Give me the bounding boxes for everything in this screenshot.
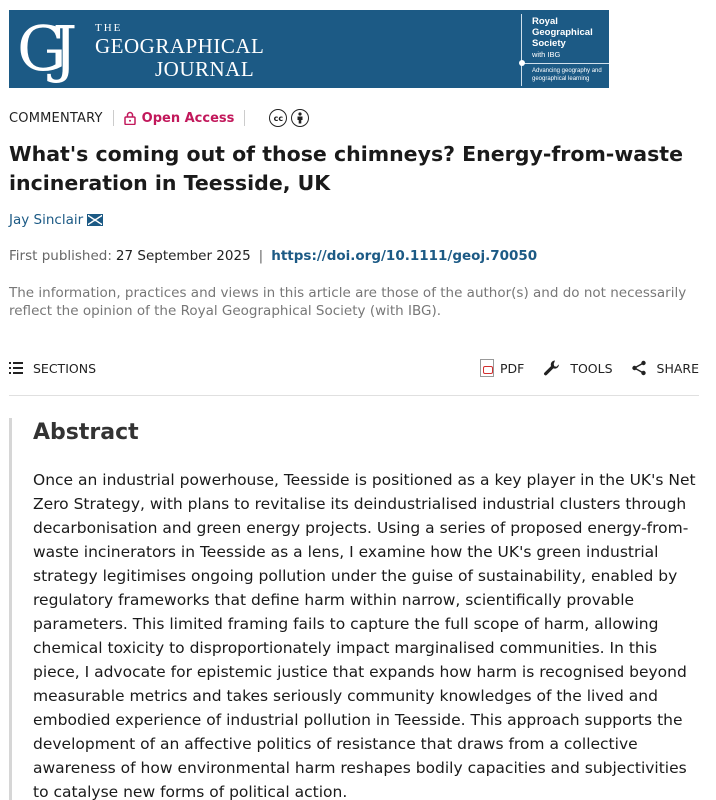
sections-label: SECTIONS: [33, 360, 97, 376]
abstract-section: [9, 418, 699, 800]
society-name: Royal Geographical Society: [532, 16, 593, 49]
society-dot: [519, 60, 525, 66]
section-divider: [9, 395, 699, 396]
open-access-label: Open Access: [141, 110, 235, 126]
share-button[interactable]: [631, 360, 699, 376]
first-published-label: First published:: [9, 248, 112, 264]
sections-button[interactable]: [9, 361, 96, 376]
publication-info: [9, 248, 537, 264]
society-rule: [522, 63, 609, 64]
journal-name-line1: GEOGRAPHICAL: [95, 34, 265, 58]
society-logo: [521, 14, 609, 86]
pub-separator: |: [258, 248, 264, 264]
open-access-badge[interactable]: [124, 111, 235, 126]
tools-label: TOOLS: [570, 360, 613, 376]
list-icon: [9, 362, 23, 374]
pdf-button[interactable]: [480, 359, 524, 377]
lock-icon: [124, 111, 136, 125]
license-icons[interactable]: [269, 109, 309, 127]
article-title: What's coming out of those chimneys? Energy-from-waste incineration in Teesside, UK: [9, 142, 683, 195]
pdf-icon: [480, 359, 494, 377]
share-icon: [631, 360, 647, 376]
journal-banner[interactable]: [9, 10, 609, 88]
abstract-heading: Abstract: [33, 420, 139, 445]
cc-icon: cc: [269, 109, 287, 127]
society-suffix: with IBG: [532, 50, 561, 59]
disclaimer: The information, practices and views in this article are those of the author(s) and do not necessarily reflect the opinion of the Royal Geographical Society (with IBG).: [9, 285, 687, 319]
journal-logo-mark: GJ: [17, 12, 64, 85]
abstract-text: Once an industrial powerhouse, Teesside is positioned as a key player in the UK's Net Zero Strategy, with plans to revitalise its deindustrialised industrial clusters through decarbonisation and green energy projects. Using a series of proposed energy-from-waste incinerators in Teesside as a lens, I examine how the UK's green industrial strategy legitimises ongoing pollution under the guise of sustainability, enabled by regulatory frameworks that define harm within narrow, scientifically provable parameters. This limited framing fails to capture the full scope of harm, allowing chemical toxicity to disproportionately impact marginalised communities. In this piece, I advocate for epistemic justice that expands how harm is recognised beyond measurable metrics and takes seriously community knowledges of the lived and embodied experience of industrial pollution in Teesside. This approach supports the development of an affective politics of resistance that draws from a collective awareness of how environmental harm reshapes bodily capacities and subjectivities to catalyse new forms of political action.: [33, 471, 696, 800]
article-type: COMMENTARY: [9, 110, 103, 126]
meta-divider: [244, 110, 245, 126]
wrench-icon: [542, 358, 562, 378]
article-toolbar: [9, 357, 699, 379]
toolbar-actions: [480, 358, 699, 378]
journal-name-the: THE: [95, 22, 123, 34]
by-icon: [291, 109, 309, 127]
author-link[interactable]: Jay Sinclair: [9, 212, 84, 228]
article-meta-row: [9, 108, 309, 128]
society-tagline: Advancing geography and geographical learning: [532, 68, 602, 82]
tools-button[interactable]: [542, 358, 612, 378]
email-icon[interactable]: [87, 214, 103, 226]
journal-name-line2: JOURNAL: [155, 57, 255, 81]
pdf-label: PDF: [499, 360, 525, 376]
first-published-date: 27 September 2025: [115, 248, 251, 264]
share-label: SHARE: [656, 360, 699, 376]
author-row: [9, 212, 103, 228]
doi-link[interactable]: https://doi.org/10.1111/geoj.70050: [271, 248, 538, 264]
meta-divider: [113, 110, 114, 126]
